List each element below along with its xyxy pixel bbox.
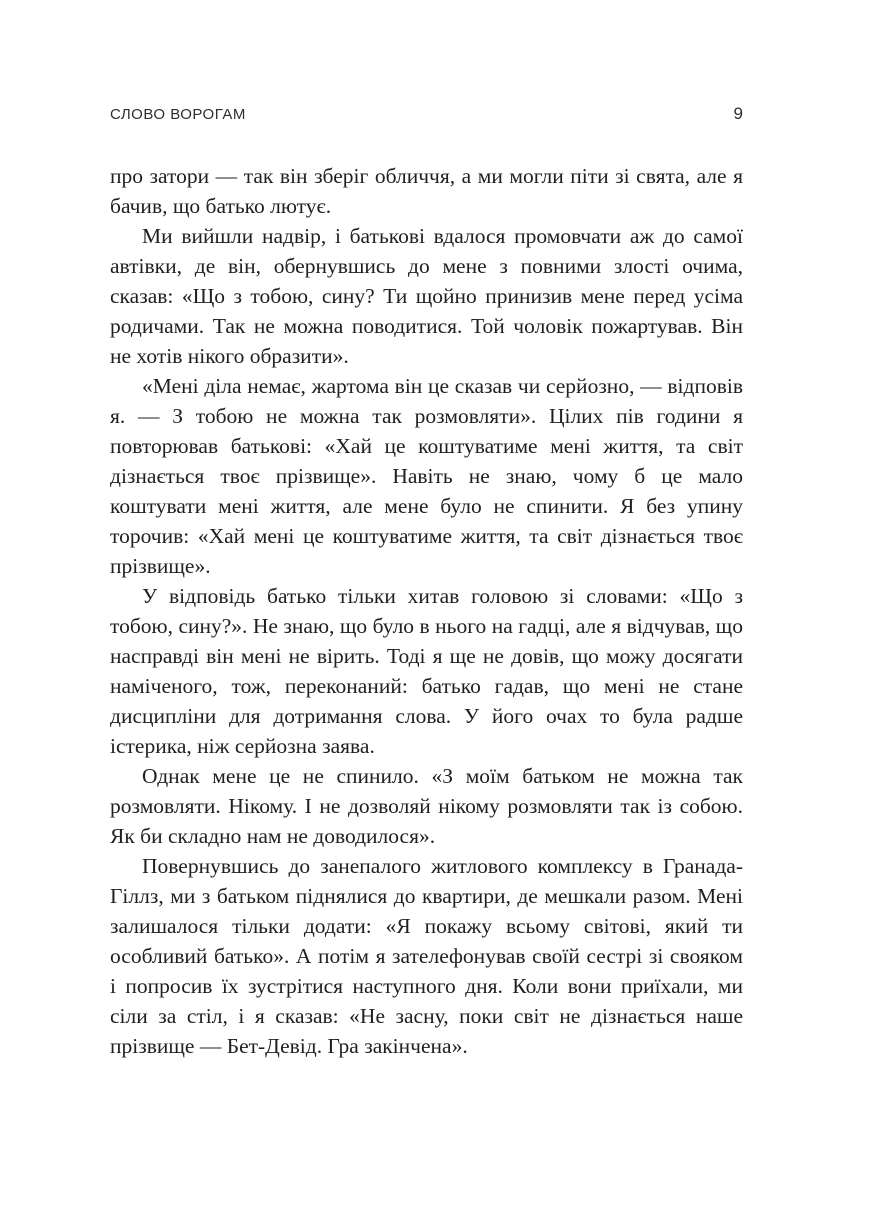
running-title: СЛОВО ВОРОГАМ xyxy=(110,106,246,123)
page-number: 9 xyxy=(733,104,743,123)
paragraph: У відповідь батько тільки хитав головою зі словами: «Що з тобою, сину?». Не знаю, що було в нього на гадці, але я відчував, що насправді він мені не вірить. Тоді я ще не довів, що можу досягати наміченого, тож, переконаний: батько гадав, що мені не стане дисципліни для дотримання слова. У його очах то була радше істерика, ніж серйозна заява. xyxy=(110,584,743,758)
paragraph: Ми вийшли надвір, і батькові вдалося промовчати аж до самої автівки, де він, обернувшись до мене з повними злості очима, сказав: «Що з тобою, сину? Ти щойно принизив мене перед усіма родичами. Так не можна поводитися. Той чоловік пожартував. Він не хотів нікого образити». xyxy=(110,224,743,368)
body-text xyxy=(110,161,743,1061)
page-header xyxy=(110,104,743,124)
paragraph: Однак мене це не спинило. «З моїм батьком не можна так розмовляти. Нікому. І не дозволяй нікому розмовляти так із собою. Як би складно нам не доводилося». xyxy=(110,764,743,848)
paragraph: «Мені діла немає, жартома він це сказав чи серйозно, — відповів я. — З тобою не можна так розмовляти». Цілих пів години я повторював батькові: «Хай це коштуватиме мені життя, та світ дізнається твоє прізвище». Навіть не знаю, чому б це мало коштувати мені життя, але мене було не спинити. Я без упину торочив: «Хай мені це коштуватиме життя, та світ дізнається твоє прізвище». xyxy=(110,374,743,578)
paragraph-continuation: про затори — так він зберіг обличчя, а ми могли піти зі свята, але я бачив, що батько лютує. xyxy=(110,164,743,218)
paragraph: Повернувшись до занепалого житлового комплексу в Гранада-Гіллз, ми з батьком піднялися до квартири, де мешкали разом. Мені залишалося тільки додати: «Я покажу всьому світові, який ти особливий батько». А потім я зателефонував своїй сестрі зі свояком і попросив їх зустрітися наступного дня. Коли вони приїхали, ми сіли за стіл, і я сказав: «Не засну, поки світ не дізнається наше прізвище — Бет-Девід. Гра закінчена». xyxy=(110,854,743,1058)
